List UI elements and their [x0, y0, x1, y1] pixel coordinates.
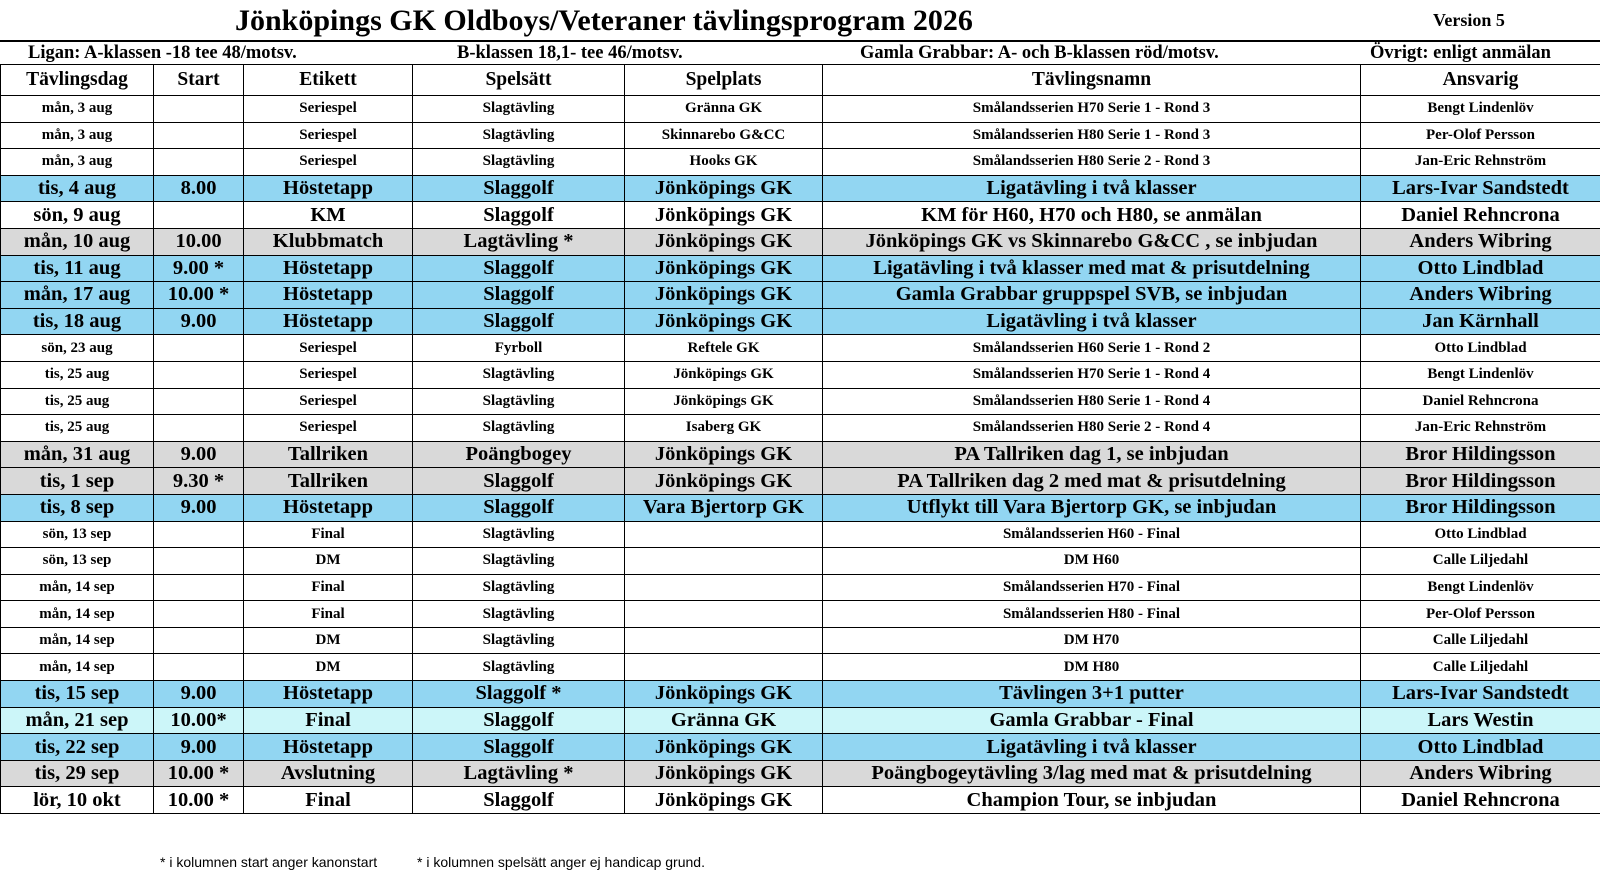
table-row	[1, 760, 1600, 787]
cell-format: Slagtävling	[413, 388, 625, 415]
footnote-start: * i kolumnen start anger kanonstart	[160, 854, 378, 870]
cell-responsible: Bror Hildingsson	[1361, 494, 1600, 521]
cell-date: mån, 14 sep	[1, 654, 154, 681]
cell-responsible: Otto Lindblad	[1361, 255, 1600, 282]
table-row	[1, 468, 1600, 495]
cell-venue	[625, 548, 823, 575]
cell-venue: Hooks GK	[625, 149, 823, 176]
cell-format: Slagtävling	[413, 548, 625, 575]
cell-responsible: Daniel Rehncrona	[1361, 202, 1600, 229]
cell-label: Höstetapp	[244, 175, 413, 202]
cell-format: Slagtävling	[413, 361, 625, 388]
table-row	[1, 441, 1600, 468]
cell-label: Klubbmatch	[244, 228, 413, 255]
cell-date: mån, 17 aug	[1, 282, 154, 309]
cell-competition: Ligatävling i två klasser	[823, 308, 1361, 335]
cell-start: 9.00	[154, 494, 244, 521]
cell-responsible: Bengt Lindenlöv	[1361, 574, 1600, 601]
class-info-liga: Ligan: A-klassen -18 tee 48/motsv.	[28, 43, 297, 63]
cell-venue: Vara Bjertorp GK	[625, 494, 823, 521]
cell-start	[154, 415, 244, 442]
cell-date: sön, 13 sep	[1, 548, 154, 575]
cell-competition: Ligatävling i två klasser	[823, 734, 1361, 761]
table-row	[1, 282, 1600, 309]
cell-responsible: Bror Hildingsson	[1361, 441, 1600, 468]
cell-label: Final	[244, 521, 413, 548]
cell-format: Slagtävling	[413, 149, 625, 176]
col-header-venue: Spelplats	[625, 65, 823, 96]
cell-label: DM	[244, 654, 413, 681]
cell-responsible: Per-Olof Persson	[1361, 601, 1600, 628]
cell-responsible: Jan-Eric Rehnström	[1361, 415, 1600, 442]
cell-date: tis, 8 sep	[1, 494, 154, 521]
cell-responsible: Per-Olof Persson	[1361, 122, 1600, 149]
cell-format: Lagtävling *	[413, 228, 625, 255]
cell-responsible: Jan-Eric Rehnström	[1361, 149, 1600, 176]
cell-date: tis, 18 aug	[1, 308, 154, 335]
cell-date: mån, 14 sep	[1, 627, 154, 654]
cell-format: Slagtävling	[413, 654, 625, 681]
cell-competition: Smålandsserien H80 Serie 1 - Rond 3	[823, 122, 1361, 149]
cell-format: Slagtävling	[413, 521, 625, 548]
table-row	[1, 574, 1600, 601]
cell-date: tis, 22 sep	[1, 734, 154, 761]
class-info-bar	[0, 40, 1600, 66]
cell-competition: DM H70	[823, 627, 1361, 654]
class-info-b: B-klassen 18,1- tee 46/motsv.	[457, 43, 683, 63]
cell-responsible: Otto Lindblad	[1361, 521, 1600, 548]
cell-responsible: Jan Kärnhall	[1361, 308, 1600, 335]
cell-responsible: Lars Westin	[1361, 707, 1600, 734]
cell-start: 10.00	[154, 228, 244, 255]
cell-responsible: Calle Liljedahl	[1361, 627, 1600, 654]
table-row	[1, 388, 1600, 415]
cell-responsible: Anders Wibring	[1361, 228, 1600, 255]
cell-date: sön, 13 sep	[1, 521, 154, 548]
cell-date: tis, 4 aug	[1, 175, 154, 202]
cell-responsible: Bengt Lindenlöv	[1361, 361, 1600, 388]
table-row	[1, 335, 1600, 362]
cell-competition: DM H80	[823, 654, 1361, 681]
cell-venue: Jönköpings GK	[625, 468, 823, 495]
table-row	[1, 96, 1600, 123]
col-header-start: Start	[154, 65, 244, 96]
cell-venue	[625, 521, 823, 548]
cell-venue: Jönköpings GK	[625, 760, 823, 787]
table-row	[1, 521, 1600, 548]
cell-responsible: Lars-Ivar Sandstedt	[1361, 681, 1600, 708]
cell-competition: Smålandsserien H70 Serie 1 - Rond 3	[823, 96, 1361, 123]
cell-label: Höstetapp	[244, 494, 413, 521]
cell-date: tis, 25 aug	[1, 361, 154, 388]
cell-label: Final	[244, 707, 413, 734]
table-row	[1, 202, 1600, 229]
cell-venue: Skinnarebo G&CC	[625, 122, 823, 149]
cell-format: Slaggolf	[413, 308, 625, 335]
cell-competition: Smålandsserien H60 Serie 1 - Rond 2	[823, 335, 1361, 362]
col-header-competition: Tävlingsnamn	[823, 65, 1361, 96]
cell-start	[154, 574, 244, 601]
cell-competition: Gamla Grabbar - Final	[823, 707, 1361, 734]
cell-label: Höstetapp	[244, 734, 413, 761]
table-row	[1, 627, 1600, 654]
cell-date: tis, 15 sep	[1, 681, 154, 708]
col-header-format: Spelsätt	[413, 65, 625, 96]
cell-label: Höstetapp	[244, 282, 413, 309]
cell-competition: Smålandsserien H80 Serie 1 - Rond 4	[823, 388, 1361, 415]
cell-label: Seriespel	[244, 335, 413, 362]
cell-start	[154, 548, 244, 575]
table-row	[1, 415, 1600, 442]
cell-start	[154, 654, 244, 681]
version-label: Version 5	[1433, 10, 1505, 30]
table-row	[1, 654, 1600, 681]
cell-competition: KM för H60, H70 och H80, se anmälan	[823, 202, 1361, 229]
table-row	[1, 308, 1600, 335]
cell-format: Slagtävling	[413, 627, 625, 654]
cell-competition: PA Tallriken dag 2 med mat & prisutdelning	[823, 468, 1361, 495]
cell-venue: Reftele GK	[625, 335, 823, 362]
cell-date: mån, 14 sep	[1, 601, 154, 628]
col-header-date: Tävlingsdag	[1, 65, 154, 96]
cell-venue	[625, 574, 823, 601]
cell-start: 10.00 *	[154, 282, 244, 309]
cell-competition: Ligatävling i två klasser med mat & prisutdelning	[823, 255, 1361, 282]
cell-format: Slaggolf	[413, 707, 625, 734]
cell-format: Slaggolf	[413, 202, 625, 229]
cell-date: mån, 3 aug	[1, 149, 154, 176]
cell-start: 9.30 *	[154, 468, 244, 495]
table-row	[1, 228, 1600, 255]
cell-start: 8.00	[154, 175, 244, 202]
cell-format: Slaggolf	[413, 282, 625, 309]
cell-responsible: Otto Lindblad	[1361, 734, 1600, 761]
cell-format: Slaggolf *	[413, 681, 625, 708]
cell-date: tis, 11 aug	[1, 255, 154, 282]
cell-start: 9.00	[154, 681, 244, 708]
cell-venue: Jönköpings GK	[625, 361, 823, 388]
cell-label: Seriespel	[244, 122, 413, 149]
cell-format: Slagtävling	[413, 601, 625, 628]
cell-competition: Smålandsserien H80 Serie 2 - Rond 3	[823, 149, 1361, 176]
title-bar	[0, 2, 1600, 40]
cell-format: Slaggolf	[413, 787, 625, 814]
cell-label: Final	[244, 574, 413, 601]
cell-label: Final	[244, 601, 413, 628]
cell-responsible: Calle Liljedahl	[1361, 654, 1600, 681]
cell-venue: Jönköpings GK	[625, 228, 823, 255]
table-row	[1, 681, 1600, 708]
cell-responsible: Bror Hildingsson	[1361, 468, 1600, 495]
cell-start	[154, 361, 244, 388]
cell-start	[154, 122, 244, 149]
cell-label: Seriespel	[244, 361, 413, 388]
cell-competition: Utflykt till Vara Bjertorp GK, se inbjudan	[823, 494, 1361, 521]
cell-label: Avslutning	[244, 760, 413, 787]
cell-date: mån, 10 aug	[1, 228, 154, 255]
cell-venue: Isaberg GK	[625, 415, 823, 442]
cell-start: 9.00	[154, 308, 244, 335]
cell-venue	[625, 654, 823, 681]
cell-label: Seriespel	[244, 96, 413, 123]
cell-date: sön, 23 aug	[1, 335, 154, 362]
cell-venue: Gränna GK	[625, 96, 823, 123]
footnote-format: * i kolumnen spelsätt anger ej handicap grund.	[417, 854, 705, 870]
cell-date: tis, 29 sep	[1, 760, 154, 787]
cell-format: Slagtävling	[413, 574, 625, 601]
col-header-responsible: Ansvarig	[1361, 65, 1600, 96]
cell-start: 10.00 *	[154, 787, 244, 814]
table-row	[1, 122, 1600, 149]
cell-start	[154, 202, 244, 229]
cell-format: Slaggolf	[413, 494, 625, 521]
cell-format: Slaggolf	[413, 255, 625, 282]
cell-venue: Jönköpings GK	[625, 255, 823, 282]
cell-start	[154, 335, 244, 362]
cell-date: sön, 9 aug	[1, 202, 154, 229]
page-title: Jönköpings GK Oldboys/Veteraner tävlingsprogram 2026	[235, 4, 973, 37]
cell-responsible: Calle Liljedahl	[1361, 548, 1600, 575]
class-info-ovrigt: Övrigt: enligt anmälan	[1370, 43, 1551, 63]
table-row	[1, 149, 1600, 176]
cell-label: DM	[244, 627, 413, 654]
cell-date: mån, 21 sep	[1, 707, 154, 734]
cell-format: Slagtävling	[413, 96, 625, 123]
cell-competition: Smålandsserien H80 - Final	[823, 601, 1361, 628]
table-row	[1, 787, 1600, 814]
cell-responsible: Otto Lindblad	[1361, 335, 1600, 362]
cell-date: mån, 14 sep	[1, 574, 154, 601]
cell-label: Seriespel	[244, 388, 413, 415]
cell-competition: Tävlingen 3+1 putter	[823, 681, 1361, 708]
cell-label: Seriespel	[244, 415, 413, 442]
cell-start: 10.00 *	[154, 760, 244, 787]
cell-label: Höstetapp	[244, 255, 413, 282]
cell-start	[154, 521, 244, 548]
table-row	[1, 361, 1600, 388]
cell-competition: Smålandsserien H70 - Final	[823, 574, 1361, 601]
table-row	[1, 734, 1600, 761]
cell-responsible: Daniel Rehncrona	[1361, 787, 1600, 814]
schedule-table	[0, 64, 1600, 814]
cell-competition: Poängbogeytävling 3/lag med mat & prisutdelning	[823, 760, 1361, 787]
cell-date: mån, 3 aug	[1, 122, 154, 149]
cell-date: lör, 10 okt	[1, 787, 154, 814]
cell-label: Seriespel	[244, 149, 413, 176]
cell-format: Fyrboll	[413, 335, 625, 362]
cell-venue: Jönköpings GK	[625, 441, 823, 468]
cell-venue: Jönköpings GK	[625, 787, 823, 814]
cell-format: Slagtävling	[413, 415, 625, 442]
cell-venue: Jönköpings GK	[625, 388, 823, 415]
cell-venue: Jönköpings GK	[625, 202, 823, 229]
cell-date: tis, 1 sep	[1, 468, 154, 495]
cell-start: 9.00	[154, 441, 244, 468]
cell-format: Slagtävling	[413, 122, 625, 149]
cell-competition: Smålandsserien H70 Serie 1 - Rond 4	[823, 361, 1361, 388]
cell-format: Slaggolf	[413, 734, 625, 761]
table-row	[1, 601, 1600, 628]
cell-venue: Jönköpings GK	[625, 282, 823, 309]
cell-label: KM	[244, 202, 413, 229]
cell-competition: DM H60	[823, 548, 1361, 575]
cell-label: Final	[244, 787, 413, 814]
cell-start	[154, 149, 244, 176]
header-row	[1, 65, 1600, 96]
cell-start: 10.00*	[154, 707, 244, 734]
cell-label: DM	[244, 548, 413, 575]
cell-format: Slaggolf	[413, 468, 625, 495]
table-row	[1, 175, 1600, 202]
cell-start	[154, 601, 244, 628]
cell-venue: Jönköpings GK	[625, 175, 823, 202]
col-header-label: Etikett	[244, 65, 413, 96]
cell-date: mån, 31 aug	[1, 441, 154, 468]
cell-responsible: Bengt Lindenlöv	[1361, 96, 1600, 123]
class-info-gamla-grabbar: Gamla Grabbar: A- och B-klassen röd/motsv.	[860, 43, 1219, 63]
cell-competition: Smålandsserien H60 - Final	[823, 521, 1361, 548]
table-row	[1, 548, 1600, 575]
cell-format: Lagtävling *	[413, 760, 625, 787]
cell-competition: PA Tallriken dag 1, se inbjudan	[823, 441, 1361, 468]
cell-start	[154, 96, 244, 123]
cell-responsible: Anders Wibring	[1361, 760, 1600, 787]
cell-start: 9.00	[154, 734, 244, 761]
cell-competition: Ligatävling i två klasser	[823, 175, 1361, 202]
cell-competition: Smålandsserien H80 Serie 2 - Rond 4	[823, 415, 1361, 442]
cell-start	[154, 627, 244, 654]
cell-label: Höstetapp	[244, 308, 413, 335]
cell-label: Tallriken	[244, 441, 413, 468]
cell-venue	[625, 601, 823, 628]
cell-format: Poängbogey	[413, 441, 625, 468]
cell-responsible: Anders Wibring	[1361, 282, 1600, 309]
cell-venue: Jönköpings GK	[625, 734, 823, 761]
cell-competition: Gamla Grabbar gruppspel SVB, se inbjudan	[823, 282, 1361, 309]
cell-date: tis, 25 aug	[1, 415, 154, 442]
cell-venue: Jönköpings GK	[625, 681, 823, 708]
table-row	[1, 707, 1600, 734]
table-row	[1, 494, 1600, 521]
cell-format: Slaggolf	[413, 175, 625, 202]
cell-label: Tallriken	[244, 468, 413, 495]
cell-venue: Jönköpings GK	[625, 308, 823, 335]
table-row	[1, 255, 1600, 282]
cell-responsible: Lars-Ivar Sandstedt	[1361, 175, 1600, 202]
cell-responsible: Daniel Rehncrona	[1361, 388, 1600, 415]
cell-competition: Jönköpings GK vs Skinnarebo G&CC , se inbjudan	[823, 228, 1361, 255]
cell-label: Höstetapp	[244, 681, 413, 708]
cell-date: tis, 25 aug	[1, 388, 154, 415]
cell-competition: Champion Tour, se inbjudan	[823, 787, 1361, 814]
cell-start: 9.00 *	[154, 255, 244, 282]
cell-venue	[625, 627, 823, 654]
cell-date: mån, 3 aug	[1, 96, 154, 123]
cell-venue: Gränna GK	[625, 707, 823, 734]
cell-start	[154, 388, 244, 415]
